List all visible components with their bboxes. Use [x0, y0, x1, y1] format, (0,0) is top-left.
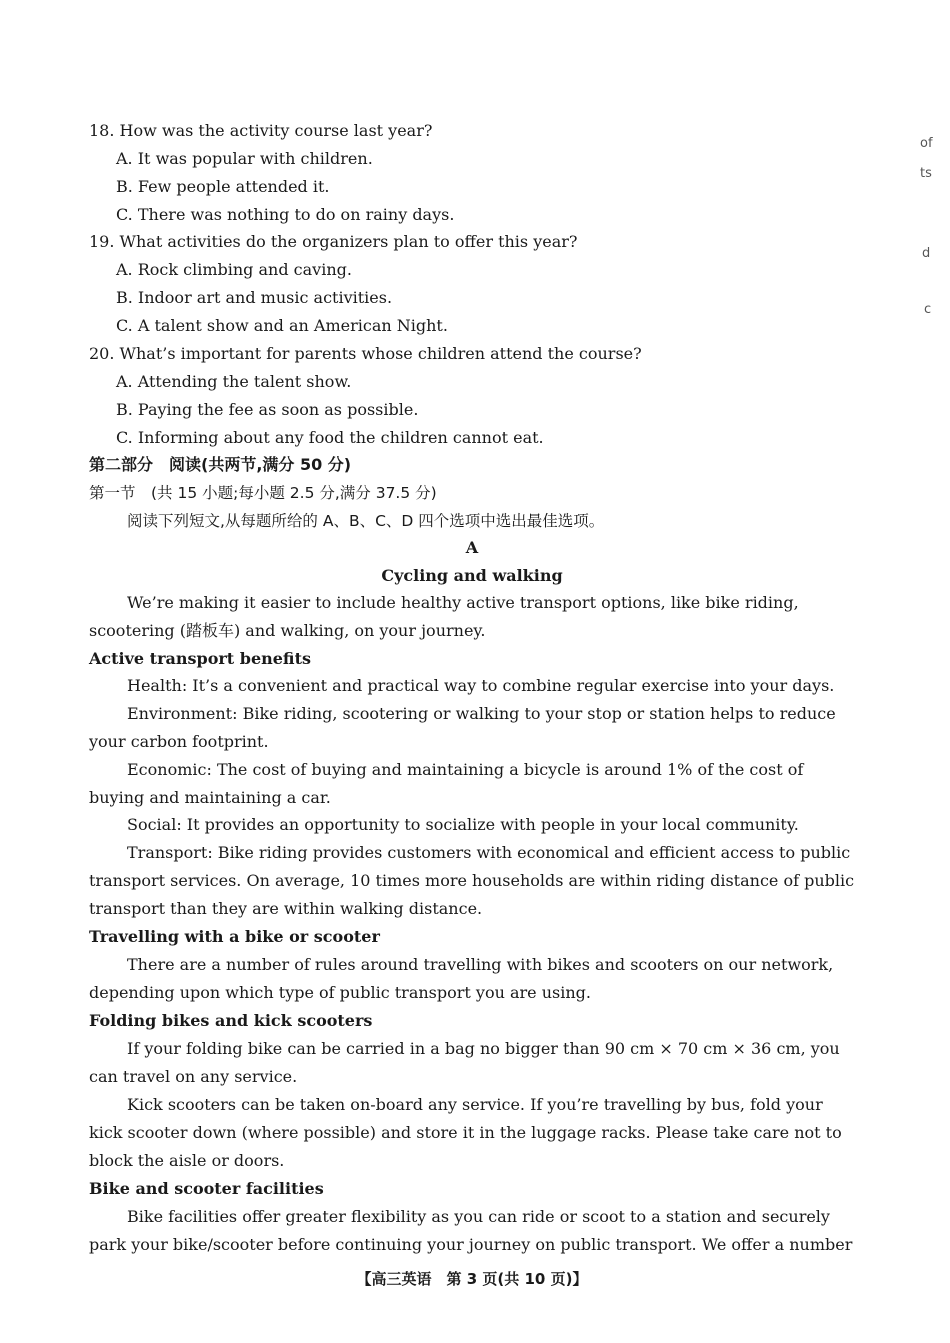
reading-instruction: 阅读下列短文,从每题所给的 A、B、C、D 四个选项中选出最佳选项。 — [127, 512, 605, 530]
question-20-stem: 20. What’s important for parents whose children attend the course? — [89, 344, 642, 363]
question-20-option-a: A. Attending the talent show. — [116, 372, 352, 391]
page-footer: 【高三英语 第 3 页(共 10 页)】 — [356, 1270, 588, 1288]
margin-fragment-3: d — [922, 246, 931, 261]
kick-line-2: kick scooter down (where possible) and store it in the luggage racks. Please take care not to — [89, 1123, 842, 1142]
passage-title: Cycling and walking — [381, 566, 563, 585]
heading-travelling: Travelling with a bike or scooter — [89, 927, 380, 946]
section-one-title: 第一节 (共 15 小题;每小题 2.5 分,满分 37.5 分) — [89, 484, 437, 502]
intro-line-2: scootering (踏板车) and walking, on your journey. — [89, 621, 486, 640]
travelling-line-1: There are a number of rules around travelling with bikes and scooters on our network, — [127, 955, 834, 974]
part-two-title: 第二部分 阅读(共两节,满分 50 分) — [89, 455, 352, 474]
kick-line-3: block the aisle or doors. — [89, 1151, 285, 1170]
benefit-transport-line-2: transport services. On average, 10 times more households are within riding distance of public — [89, 871, 855, 890]
folding-line-1: If your folding bike can be carried in a bag no bigger than 90 cm × 70 cm × 36 cm, you — [127, 1039, 840, 1058]
benefit-economic-line-1: Economic: The cost of buying and maintaining a bicycle is around 1% of the cost of — [127, 760, 804, 779]
question-19-stem: 19. What activities do the organizers plan to offer this year? — [89, 232, 578, 251]
intro-line-1: We’re making it easier to include healthy active transport options, like bike riding, — [127, 593, 799, 612]
margin-fragment-4: c — [924, 302, 932, 317]
question-18-option-b: B. Few people attended it. — [116, 177, 330, 196]
travelling-line-2: depending upon which type of public transport you are using. — [89, 983, 591, 1002]
question-19-option-c: C. A talent show and an American Night. — [116, 316, 448, 335]
heading-folding: Folding bikes and kick scooters — [89, 1011, 373, 1030]
question-18-option-c: C. There was nothing to do on rainy days. — [116, 205, 455, 224]
question-20-option-b: B. Paying the fee as soon as possible. — [116, 400, 419, 419]
heading-benefits: Active transport benefits — [89, 649, 311, 668]
facilities-line-1: Bike facilities offer greater flexibility as you can ride or scoot to a station and securely — [127, 1207, 830, 1226]
question-18-stem: 18. How was the activity course last year? — [89, 121, 433, 140]
kick-line-1: Kick scooters can be taken on-board any service. If you’re travelling by bus, fold your — [127, 1095, 823, 1114]
benefit-environment-line-2: your carbon footprint. — [89, 732, 269, 751]
heading-facilities: Bike and scooter facilities — [89, 1179, 324, 1198]
benefit-social: Social: It provides an opportunity to socialize with people in your local community. — [127, 815, 799, 834]
folding-line-2: can travel on any service. — [89, 1067, 298, 1086]
benefit-environment-line-1: Environment: Bike riding, scootering or walking to your stop or station helps to reduce — [127, 704, 836, 723]
benefit-transport-line-3: transport than they are within walking distance. — [89, 899, 483, 918]
margin-fragment-1: of — [920, 136, 933, 151]
benefit-economic-line-2: buying and maintaining a car. — [89, 788, 331, 807]
question-20-option-c: C. Informing about any food the children cannot eat. — [116, 428, 544, 447]
passage-letter: A — [465, 538, 479, 557]
margin-fragment-2: ts — [920, 166, 932, 181]
question-19-option-b: B. Indoor art and music activities. — [116, 288, 393, 307]
question-18-option-a: A. It was popular with children. — [116, 149, 373, 168]
benefit-health: Health: It’s a convenient and practical way to combine regular exercise into your days. — [127, 676, 835, 695]
facilities-line-2: park your bike/scooter before continuing your journey on public transport. We offer a number — [89, 1235, 853, 1254]
question-19-option-a: A. Rock climbing and caving. — [116, 260, 352, 279]
benefit-transport-line-1: Transport: Bike riding provides customers with economical and efficient access to public — [127, 843, 851, 862]
